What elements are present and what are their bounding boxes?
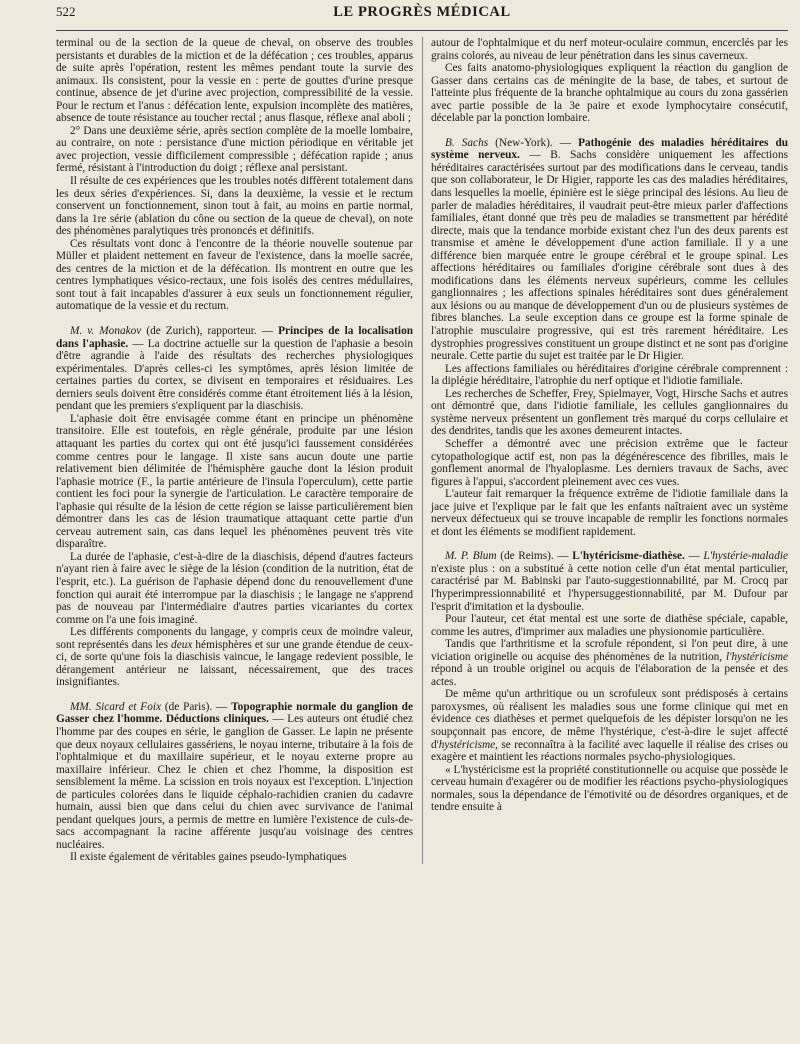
paragraph bbox=[431, 688, 788, 763]
paragraph: autour de l'ophtalmique et du nerf moteur-oculaire commun, encerclés par les grains colorés, au niveau de leur pénétration dans les sinus caverneux. bbox=[431, 37, 788, 62]
article-sicard-foix bbox=[56, 701, 413, 852]
paragraph: Les affections familiales ou héréditaires d'origine cérébrale comprennent : la diplégie héréditaire, l'atrophie du nerf optique et l'idiotie familiale. bbox=[431, 362, 788, 388]
left-column bbox=[56, 37, 413, 864]
paragraph: 2° Dans une deuxième série, après section complète de la moelle lombaire, au contraire, on note : persistance d'une miction périodique en véritable jet avec projection, vessie difficilement compressible ; défécation rapide ; anus fermé, résistant à l'introduction du doigt ; réflexe anal persistant. bbox=[56, 124, 413, 175]
page-number: 522 bbox=[56, 4, 76, 19]
paragraph: Il résulte de ces expériences que les troubles notés diffèrent totalement dans les deux séries d'expériences. Si, dans la deuxième, la vessie et le rectum conservent un fonctionnement, sinon tout à fait, au moins en partie normal, dans la 1re série (ablation du cône ou section de la queue de cheval), on note des phénomènes paralytiques très prononcés et définitifs. bbox=[56, 175, 413, 238]
paragraph: L'auteur fait remarquer la fréquence extrême de l'idiotie familiale dans la jace juive et l'explique par le fait que les enfants naîtraient avec un système nerveux défectueux qui se trouve incapable de remplir les fonctions normales et dont les éléments se modifient rapidement. bbox=[431, 488, 788, 538]
paragraph: terminal ou de la section de la queue de cheval, on observe des troubles persistants et durables de la miction et de la défécation ; ces troubles, apparus de suite après l'opération, restent les mêmes pendant toute la survie des animaux. Ils consistent, pour la vessie en : perte de gouttes d'urine presque continue, absence de jet d'urine avec projection, compressibilité de la vessie. Pour le rectum et l'anus : défécation lente, expulsion incomplète des matières, absence de toute résistance au toucher rectal ; anus flasque, réflexe anal aboli ; bbox=[56, 37, 413, 125]
paragraph-text: répond à un trouble originel ou acquis de l'élaboration de la pensée et des actes. bbox=[431, 663, 788, 688]
paragraph: Pour l'auteur, cet état mental est une sorte de diathèse spéciale, capable, comme les autres, d'imprimer aux maladies une physionomie particulière. bbox=[431, 613, 788, 638]
journal-title: LE PROGRÈS MÉDICAL bbox=[333, 4, 511, 20]
article-sachs bbox=[431, 137, 788, 363]
title-dash: — bbox=[684, 550, 704, 563]
paragraph: Ces faits anatomo-physiologiques expliquent la réaction du ganglion de Gasser dans certains cas de méningite de la base, de tabes, et surtout de l'atteinte plus fréquente de la branche ophtalmique au cours du zona gassérien avec partie possible de la 3e paire et exode lymphocytaire consécutif, décelable par la ponction lombaire. bbox=[431, 62, 788, 125]
text-columns bbox=[56, 37, 788, 864]
paragraph: Ces résultats vont donc à l'encontre de la théorie nouvelle soutenue par Müller et plaident nettement en faveur de l'existence, dans la moelle sacrée, des centres de la miction et de la défécation. Ils montrent en outre que les centres lymphatiques vésico-rectaux, une fois isolés des centres médullaires, sont tout à fait incapables d'assurer à eux seuls un fonctionnement régulier, automatique de la vessie et du rectum. bbox=[56, 237, 413, 313]
author-place: (New-York). — bbox=[488, 136, 579, 149]
author-name: M. v. Monakov bbox=[70, 325, 142, 338]
article-title: L'hytéricisme-diathèse. bbox=[572, 550, 685, 563]
author-name: B. Sachs bbox=[445, 136, 489, 149]
emphasis: deux bbox=[171, 638, 193, 651]
paragraph: Les recherches de Scheffer, Frey, Spielmayer, Vogt, Hirsche Sachs et autres ont démontré que, dans l'idiotie familiale, les cellules ganglionnaires du système nerveux présentent un gonflement très marqué du corps cellulaire et des dendrites, tandis que les axones demeurent intactes. bbox=[431, 387, 788, 438]
article-text: — La doctrine actuelle sur la question de l'aphasie a besoin d'être agrandie à l'aide des résultats des recherches physiologiques expérimentales. D'après celles-ci les symptômes, après lésion limitée de certaines parties du cortex, se divisent en temporaires et résiduaires. Les derniers seuls doivent être considérés comme étant étroitement liés à la lésion, pendant que les premiers s'expliquent par la diaschisis. bbox=[56, 337, 413, 413]
page-header bbox=[56, 4, 788, 31]
paragraph-text: Tandis que l'arthritisme et la scrofule répondent, si l'on peut dire, à une viciation originelle ou acquise des phénomènes de la nutrition, bbox=[431, 638, 788, 663]
paragraph: La durée de l'aphasie, c'est-à-dire de la diaschisis, dépend d'autres facteurs n'ayant rien à faire avec le siège de la lésion (condition de la nutrition, état de l'esprit, etc.). La guérison de l'aphasie dépend donc du renouvellement d'une fonction qui aurait été interrompue par la diaschisis ; le langage ne s'apprend pas de nouveau par l'intermédiaire d'autres parties vicariantes du cortex comme on l'a une fois imaginé. bbox=[56, 550, 413, 626]
right-column bbox=[431, 37, 788, 864]
article-title: Pathogénie des maladies héréditaires du système nerveux. bbox=[431, 136, 789, 162]
paragraph-text: , se reconnaîtra à la facilité avec laquelle il réalise des crises ou exagère et maintient les réactions normales psycho-physiologiques. bbox=[431, 738, 788, 764]
article-text: n'existe plus : on a substitué à cette notion celle d'un état mental particulier, caractérisé par M. Babinski par l'auto-suggestionnabilité, par M. Crocq par l'hyperimpressionnabilité et l'hypersuggestionnabilité, par M. Dufour par l'esprit d'imitation et la dysboulie. bbox=[431, 562, 788, 613]
article-blum bbox=[431, 550, 788, 613]
author-place: (de Zurich), rapporteur. — bbox=[141, 325, 279, 338]
article-monakov bbox=[56, 325, 413, 413]
paragraph: L'aphasie doit être envisagée comme étant en principe un phénomène transitoire. Elle est toutefois, en règle générale, produite par une lésion attaquant les parties du cortex qui ont été jusqu'ici faussement considérées comme centres pour le langage. Il xiste sans aucun doute une partie relativement bien délimitée de l'hémisphère gauche dont la lésion produit l'aphasie motrice (F., la partie antérieure de l'insula l'operculum), cette partie contient les foci pour la synergie de l'articulation. Le caractère temporaire de l'aphasie qui résulte de la lésion de cette région se laisse particulièrement bien démontrer dans les cas de lésion traumatique attaquant cette partie d'un cerveau autrement sain, cas dans lequel les phénomènes peuvent très vite disparaître. bbox=[56, 412, 413, 551]
paragraph-text: Les différents components du langage, y compris ceux de moindre valeur, sont représentés dans les bbox=[56, 626, 413, 651]
paragraph: « L'hystéricisme est la propriété constitutionnelle ou acquise que possède le cerveau humain d'exagérer ou de modifier les réactions psycho-physiologiques normales, sous la dépendance de l'émotivité ou de désordres organiques, et de tendre ensuite à bbox=[431, 763, 788, 814]
paragraph-text: hémisphères et sur une grande étendue de ceux-ci, de sorte qu'une fois la diaschisis vaincue, le langage redevient possible, le dérangement antérieur ne laissant, nécessairement, que des traces insignifiantes. bbox=[56, 638, 413, 689]
author-name: M. P. Blum bbox=[445, 550, 497, 563]
article-title: Principes de la localisation dans l'aphasie. bbox=[56, 325, 414, 350]
author-place: (de Paris). — bbox=[161, 700, 232, 713]
emphasis: hystéricisme bbox=[438, 738, 496, 751]
emphasis: l'hystéricisme bbox=[725, 650, 788, 663]
paragraph bbox=[56, 626, 413, 689]
paragraph: Scheffer a démontré avec une précision extrême que le facteur cytopathologique actif est, non pas la dégénérescence des fibrilles, mais le gonflement anormal de l'hyaloplasme. Les derniers travaux de Sachs, avec figures à l'appui, s'accordent pleinement avec ces vues. bbox=[431, 437, 788, 488]
article-title: Topographie normale du ganglion de Gasser chez l'homme. Déductions cliniques. bbox=[56, 700, 413, 726]
paragraph bbox=[431, 638, 788, 688]
paragraph: Il existe également de véritables gaines pseudo-lymphatiques bbox=[70, 851, 347, 864]
column-divider bbox=[422, 37, 423, 864]
article-text: — B. Sachs considère uniquement les affections héréditaires caractérisées surtout par des modifications dans le cerveau, tandis que son collaborateur, le Dr Higier, rapporte les cas des maladies héréditaires, dans lesquelles la moelle, épinière est le siège principal des lésions. Au lieu de parler de maladies héréditaires, il vaudrait peut-être mieux parler d'affections familiales, étant donné que très peu de maladies se transmettent par hérédité directe, mais que la tendance morbide existant chez l'un des deux parents est transmise et amène le développement d'une action familiale. Il y a une différence bien marquée entre le groupe cérébral et le groupe spinal. Les affections héréditaires ou familiales d'origine cérébrale sont dues à des modifications dans les éléments nerveux supérieurs, comme les cellules ganglionnaires ; les affections spinales héréditaires sont dues généralement aux lésions ou au manque de développement d'un ou de plusieurs systèmes de fibres blanches. La seule exception dans ce groupe est la forme spinale de l'atrophie musculaire progressive, qui est très rarement héréditaire. Les dystrophies progressives constituent un groupe distinct et ne sont pas d'origine neurale. Cette partie du sujet est traitée par le Dr Higier. bbox=[431, 149, 788, 363]
author-place: (de Reims). — bbox=[496, 550, 573, 563]
paragraph-text: De même qu'un arthritique ou un scrofuleux sont prédisposés à certains paroxysmes, où réalisent les maladies sous une forme clinique qui met en évidence ces diathèses et permet quelquefois de les dépister lorsqu'on ne les soupçonnait pas encore, de même l'hystérique, c'est-à-dire le sujet affecté d' bbox=[431, 688, 788, 751]
article-text: — Les auteurs ont étudié chez l'homme par des coupes en série, le ganglion de Gasser. Le lapin ne présente que deux noyaux cellulaires gassériens, le noyau interne, tributaire à la fois de l'ophtalmique et du maxillaire supérieur, et le noyau externe propre au maxillaire inférieur. Chez le chien et chez l'homme, la disposition est sensiblement la même. La scission en trois noyaux est l'exception. L'injection de particules colorées dans le liquide céphalo-rachidien cranien du cadavre humain, aussi bien que dans celui du chien avec survivance de l'animal pendant quelques jours, a permis de mettre en lumière l'existence de culs-de-sacs accompagnant la racine afférente jusqu'au voisinage des centres nucléaires. bbox=[56, 713, 413, 851]
author-name: MM. Sicard et Foix bbox=[70, 700, 162, 713]
emphasis: L'hystérie-maladie bbox=[703, 550, 788, 563]
